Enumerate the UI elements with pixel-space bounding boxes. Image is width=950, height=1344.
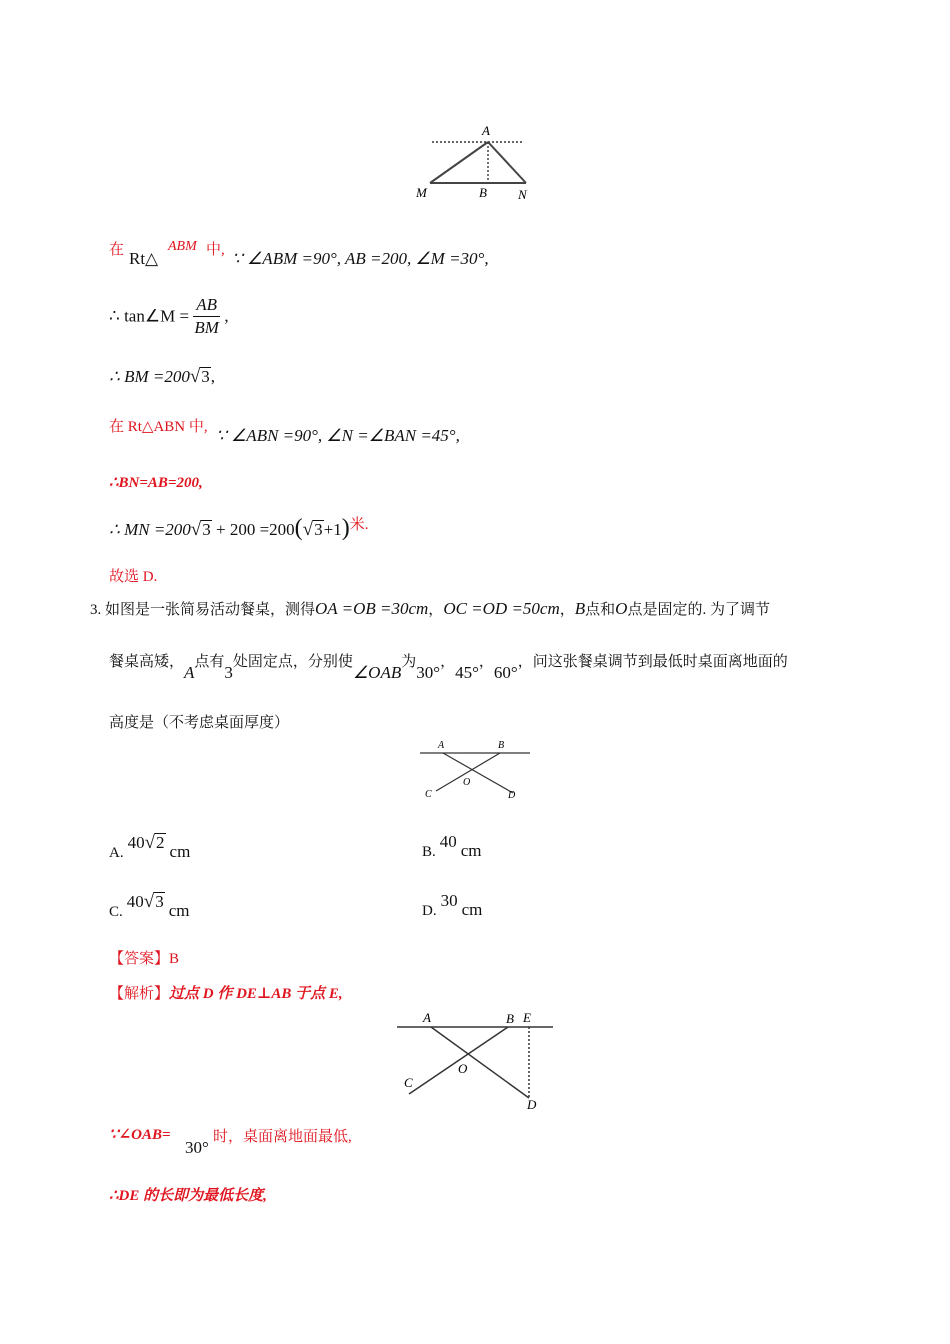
- sol1-l3-post: ,: [210, 367, 216, 386]
- answer-line: [109, 947, 179, 968]
- sol2-l1-val: 30°: [185, 1138, 209, 1157]
- sol1-line6: [109, 513, 368, 542]
- option-a-unit: cm: [169, 842, 191, 861]
- q3-t5: 点是固定的. 为了调节: [627, 602, 770, 618]
- analysis-line: [109, 982, 343, 1003]
- option-c[interactable]: [109, 891, 190, 920]
- sol1-l1-math: ∵ ∠ABM =90°, AB =200, ∠M =30°,: [232, 249, 489, 268]
- leg-ad: [431, 1027, 529, 1098]
- sol1-l2-den: BM: [194, 318, 219, 337]
- q3-t3: ，: [559, 602, 575, 618]
- q3-line1: [90, 598, 770, 619]
- sol1-l6-post: +1: [323, 520, 342, 539]
- analysis-label: 【解析】: [109, 986, 170, 1002]
- answer-value: B: [169, 951, 180, 967]
- label-c: C: [425, 789, 432, 800]
- sol1-l1-prefix: 在: [109, 242, 125, 258]
- sol1-line2: [109, 294, 229, 339]
- q3-t2: ，: [428, 602, 444, 618]
- segment-an: [488, 142, 526, 183]
- sol1-line3: [109, 366, 215, 388]
- sol1-l6-unit: 米.: [349, 517, 369, 533]
- option-a-letter: A.: [109, 845, 124, 861]
- label-b: B: [479, 185, 487, 200]
- q3-m10: 60°: [493, 663, 518, 682]
- q3-m6: 3: [224, 663, 233, 682]
- sol1-l2-pre: ∴ tan∠M =: [109, 306, 190, 326]
- sol1-l6-rad1: 3: [202, 520, 211, 539]
- sol1-l2-num: AB: [193, 294, 220, 317]
- label-a: A: [482, 123, 490, 138]
- sol1-line1: [109, 238, 124, 259]
- figure-table-small: [418, 736, 534, 806]
- label-n: N: [518, 187, 527, 202]
- answer-label: 【答案】: [109, 951, 170, 967]
- option-c-coef: 40: [126, 892, 144, 911]
- label-a: A: [423, 1010, 431, 1025]
- option-a[interactable]: [109, 832, 191, 861]
- option-d-unit: cm: [461, 900, 483, 919]
- q3-t6: 餐桌高矮，: [109, 654, 185, 670]
- q3-m3: B: [574, 599, 586, 618]
- sqrt-symbol: √: [144, 832, 156, 853]
- sol1-l3-rad: 3: [201, 367, 210, 386]
- sol1-l1-zhong: 中,: [206, 242, 225, 258]
- option-b-coef: 40: [439, 832, 457, 851]
- label-d: D: [508, 790, 516, 801]
- option-a-rad: 2: [156, 833, 165, 852]
- sol2-l1-pre: ∵∠OAB=: [109, 1127, 171, 1143]
- sqrt-symbol: √: [302, 519, 314, 540]
- sol2-l1-post: 时，桌面离地面最低,: [213, 1129, 352, 1145]
- q3-t11: ，: [478, 654, 494, 670]
- sol1-l1-tri: ABM: [168, 239, 197, 254]
- option-d-coef: 30: [440, 891, 458, 910]
- option-b[interactable]: [422, 832, 482, 860]
- analysis-text: 过点 D 作 DE⊥AB 于点 E,: [169, 986, 343, 1002]
- option-c-rad: 3: [155, 892, 164, 911]
- sqrt-symbol: √: [143, 891, 155, 912]
- label-b: B: [506, 1011, 514, 1026]
- segment-am: [430, 142, 488, 183]
- q3-t12: ，问这张餐桌调节到最低时桌面离地面的: [517, 654, 788, 670]
- q3-m1: OA =OB =30cm: [315, 599, 429, 618]
- label-a: A: [438, 740, 445, 751]
- option-b-letter: B.: [422, 844, 436, 860]
- option-c-unit: cm: [168, 901, 190, 920]
- sol1-l5: ∴BN=AB=200,: [109, 475, 203, 491]
- q3-t10: ，: [440, 654, 456, 670]
- paren-right: ): [341, 515, 350, 541]
- q3-t4: 点和: [585, 602, 616, 618]
- label-e: E: [523, 1010, 531, 1025]
- paren-left: (: [294, 515, 303, 541]
- q3-t7: 点有: [194, 654, 225, 670]
- q3-line2: [109, 650, 788, 682]
- figure-table-large: [395, 1008, 560, 1113]
- option-a-coef: 40: [127, 833, 145, 852]
- sol1-l7: 故选 D.: [109, 569, 158, 585]
- label-d: D: [527, 1097, 537, 1112]
- option-d-letter: D.: [422, 903, 437, 919]
- q3-m8: 30°: [416, 663, 441, 682]
- q3-number: 3.: [90, 602, 102, 618]
- q3-m5: A: [184, 663, 195, 682]
- sol1-l3-pre: ∴ BM =200: [109, 367, 190, 386]
- sqrt-symbol: √: [189, 366, 201, 387]
- label-m: M: [416, 185, 427, 200]
- q3-m2: OC =OD =50cm: [443, 599, 560, 618]
- sol1-l6-pre: ∴ MN =200: [109, 520, 191, 539]
- label-o: O: [458, 1061, 468, 1076]
- q3-m9: 45°: [455, 663, 479, 682]
- label-c: C: [404, 1075, 413, 1090]
- sol1-l4-red: 在 Rt△ABN 中,: [109, 419, 208, 435]
- sol1-l2-post: ,: [224, 306, 229, 326]
- q3-t1: 如图是一张简易活动餐桌，测得: [105, 602, 316, 618]
- sol1-l1-rt: Rt△: [129, 249, 159, 268]
- q3-m4: O: [615, 599, 628, 618]
- q3-m7: ∠OAB: [352, 663, 402, 682]
- sol1-l2-fraction: [193, 294, 220, 339]
- sqrt-symbol: √: [190, 519, 202, 540]
- sol1-l4-math: ∵ ∠ABN =90°, ∠N =∠BAN =45°,: [216, 426, 460, 445]
- q3-t8: 处固定点，分别使: [232, 654, 353, 670]
- figure-triangle-amn: [410, 120, 540, 202]
- option-b-unit: cm: [460, 841, 482, 860]
- leg-ad: [443, 753, 513, 793]
- label-o: O: [463, 777, 471, 788]
- sol1-l6-rad2: 3: [314, 520, 323, 539]
- q3-t9: 为: [401, 654, 417, 670]
- q3-t13: 高度是（不考虑桌面厚度）: [109, 715, 290, 731]
- option-d[interactable]: [422, 891, 483, 919]
- label-b: B: [498, 740, 505, 751]
- sol2-l2: ∴DE 的长即为最低长度,: [109, 1188, 267, 1204]
- sol1-l6-mid: + 200 =200: [215, 520, 295, 539]
- option-c-letter: C.: [109, 904, 123, 920]
